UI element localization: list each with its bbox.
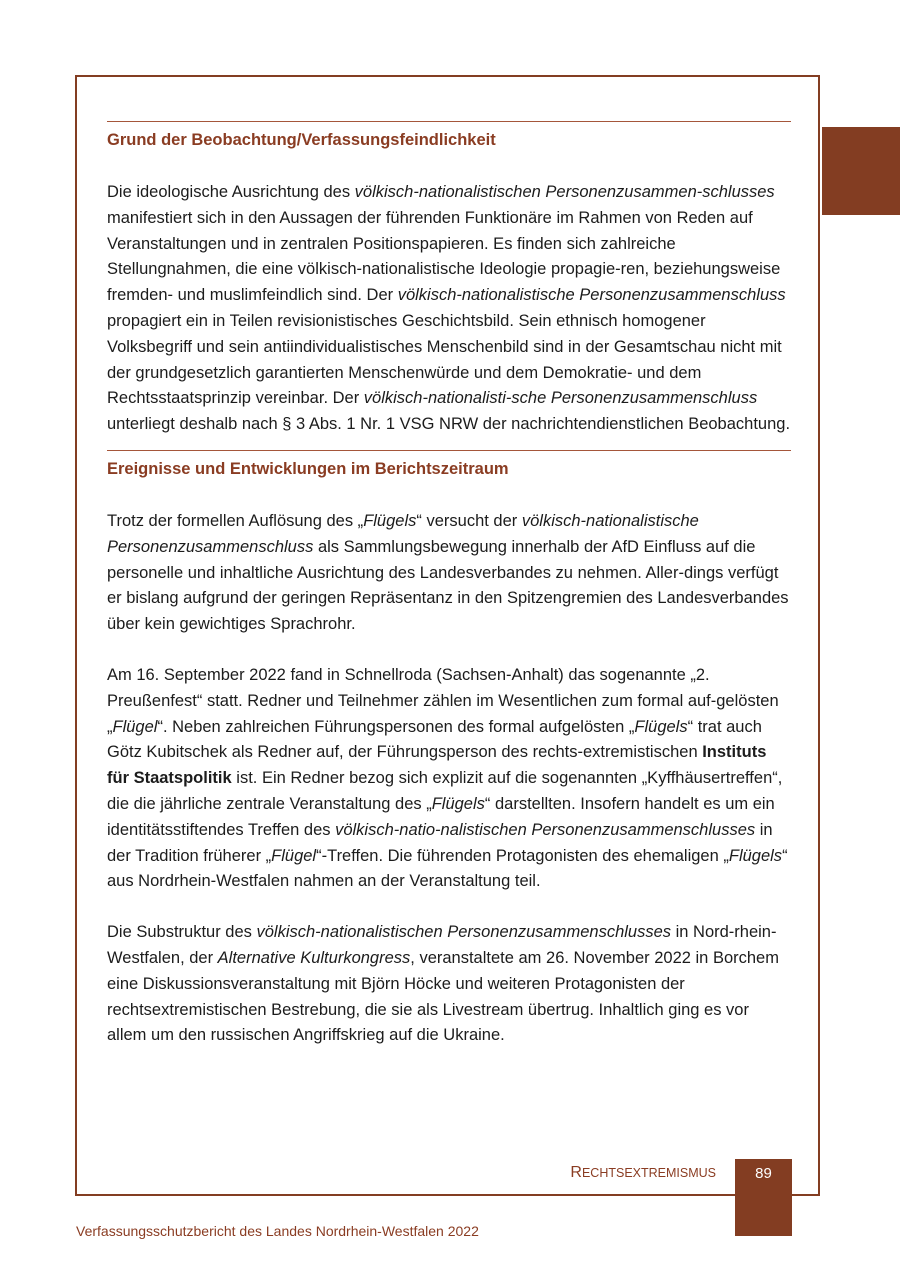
page-number: 89 bbox=[755, 1165, 772, 1182]
main-content bbox=[107, 121, 791, 1049]
publication-title: Verfassungsschutzbericht des Landes Nordrhein-Westfalen 2022 bbox=[76, 1223, 479, 1239]
side-chapter-tab bbox=[822, 127, 900, 215]
section-divider bbox=[107, 121, 791, 122]
page-number-box bbox=[735, 1159, 792, 1236]
footer-section-label: RECHTSEXTREMISMUS bbox=[570, 1164, 716, 1181]
section-heading-grund: Grund der Beobachtung/Verfassungsfeindlichkeit bbox=[107, 131, 496, 149]
paragraph-ereignisse-1: Trotz der formellen Auflösung des „Flügels“ versucht der völkisch-nationalistische Personenzusammenschluss als Sammlungsbewegung innerhalb der AfD Einfluss auf die personelle und inhaltliche Ausrichtung des Landesverbandes zu nehmen. Aller-dings verfügt er bislang aufgrund der geringen Repräsentanz in den Spitzengremien des Landesverbandes über kein gewichtiges Sprachrohr. bbox=[107, 511, 789, 634]
paragraph-ereignisse-3: Die Substruktur des völkisch-nationalistischen Personenzusammenschlusses in Nord-rhein-Westfalen, der Alternative Kulturkongress, veranstaltete am 26. November 2022 in Borchem eine Diskussionsveranstaltung mit Björn Höcke und weiteren Protagonisten der rechtsextremistischen Bestrebung, die sie als Livestream übertrug. Inhaltlich ging es vor allem um den russischen Angriffskrieg auf die Ukraine. bbox=[107, 923, 779, 1045]
section-heading-ereignisse: Ereignisse und Entwicklungen im Berichtszeitraum bbox=[107, 459, 509, 478]
paragraph-ereignisse-2: Am 16. September 2022 fand in Schnellroda (Sachsen-Anhalt) das sogenannte „2. Preußenfest“ statt. Redner und Teilnehmer zählen im Wesentlichen zum formal auf-gelösten „Flügel“. Neben zahlreichen Führungspersonen des formal aufgelösten „Flügels“ trat auch Götz Kubitschek als Redner auf, der Führungsperson des rechts-extremistischen Instituts für Staatspolitik ist. Ein Redner bezog sich explizit auf die sogenannten „Kyffhäusertreffen“, die die jährliche zentrale Veranstaltung des „Flügels“ darstellten. Insofern handelt es um ein identitätsstiftendes Treffen des völkisch-natio-nalistischen Personenzusammenschlusses in der Tradition früherer „Flügel“-Treffen. Die führenden Protagonisten des ehemaligen „Flügels“ aus Nordrhein-Westfalen nahmen an der Veranstaltung teil. bbox=[107, 665, 788, 891]
paragraph-grund: Die ideologische Ausrichtung des völkisch-nationalistischen Personenzusammen-schlusses manifestiert sich in den Aussagen der führenden Funktionäre im Rahmen von Reden auf Veranstaltungen und in zentralen Positionspapieren. Es finden sich zahlreiche Stellungnahmen, die eine völkisch-nationalistische Ideologie propagie-ren, beziehungsweise fremden- und muslimfeindlich sind. Der völkisch-nationalistische Personenzusammenschluss propagiert ein in Teilen revisionistisches Geschichtsbild. Sein ethnisch homogener Volksbegriff und sein antiindividualistisches Menschenbild sind in der Gesamtschau nicht mit der grundgesetzlich garantierten Menschenwürde und dem Demokratie- und dem Rechtsstaatsprinzip vereinbar. Der völkisch-nationalisti-sche Personenzusammenschluss unterliegt deshalb nach § 3 Abs. 1 Nr. 1 VSG NRW der nachrichtendienstlichen Beobachtung. bbox=[107, 183, 791, 434]
section-divider bbox=[107, 450, 791, 451]
